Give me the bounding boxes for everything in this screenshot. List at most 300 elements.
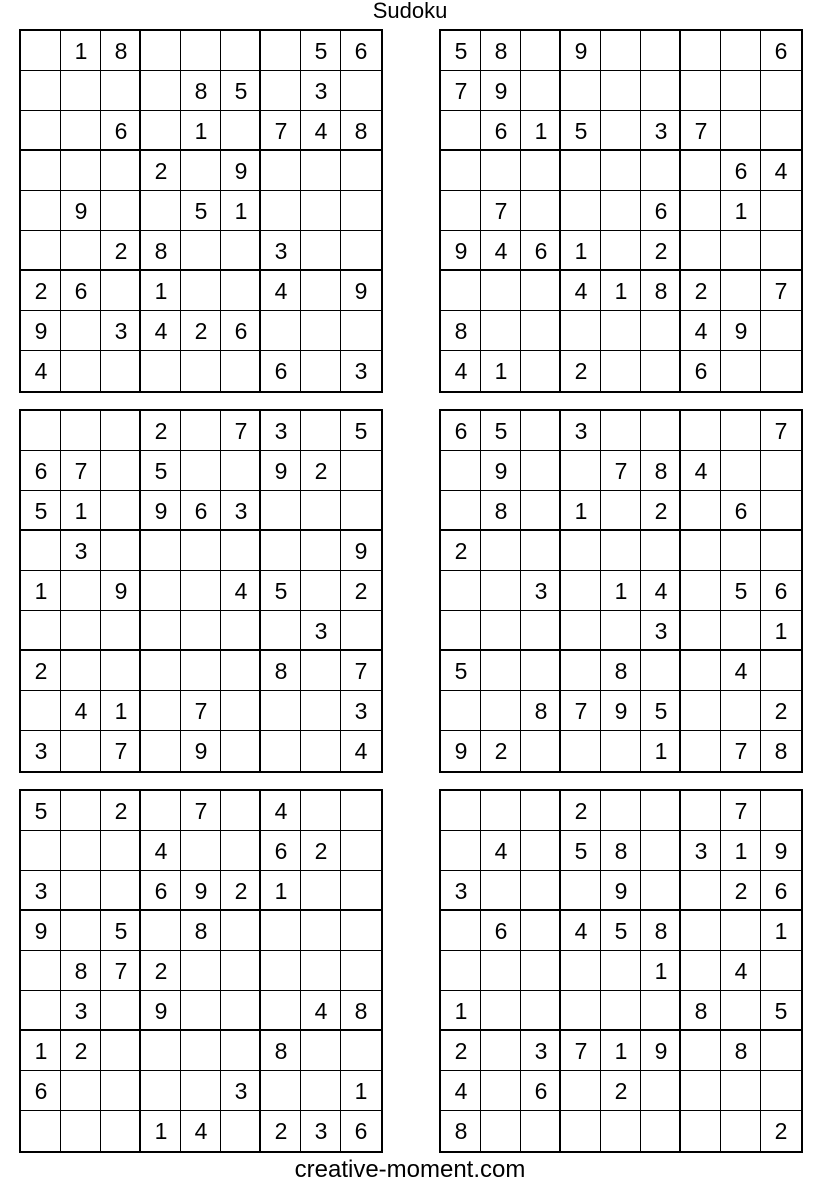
sudoku-cell: [21, 31, 61, 71]
sudoku-cell: [481, 791, 521, 831]
sudoku-cell: [601, 531, 641, 571]
sudoku-cell: 3: [101, 311, 141, 351]
sudoku-cell: [721, 611, 761, 651]
sudoku-cell: 5: [21, 491, 61, 531]
sudoku-cell: [141, 351, 181, 391]
sudoku-cell: [141, 1071, 181, 1111]
sudoku-cell: [261, 151, 301, 191]
sudoku-cell: [301, 651, 341, 691]
sudoku-cell: [21, 831, 61, 871]
sudoku-cell: [101, 991, 141, 1031]
sudoku-cell: [481, 311, 521, 351]
sudoku-cell: [301, 411, 341, 451]
sudoku-cell: [761, 351, 801, 391]
sudoku-cell: 1: [101, 691, 141, 731]
sudoku-cell: 1: [721, 191, 761, 231]
sudoku-cell: [301, 691, 341, 731]
sudoku-cell: [101, 531, 141, 571]
sudoku-cell: [21, 411, 61, 451]
sudoku-cell: [261, 951, 301, 991]
sudoku-cell: [221, 831, 261, 871]
sudoku-cell: 8: [481, 491, 521, 531]
sudoku-cell: 9: [61, 191, 101, 231]
sudoku-cell: 2: [301, 451, 341, 491]
sudoku-cell: [681, 31, 721, 71]
sudoku-cell: 5: [441, 651, 481, 691]
sudoku-cell: 4: [301, 991, 341, 1031]
sudoku-cell: [221, 231, 261, 271]
sudoku-cell: 2: [101, 791, 141, 831]
sudoku-cell: 4: [61, 691, 101, 731]
sudoku-cell: [101, 411, 141, 451]
sudoku-cell: 1: [21, 571, 61, 611]
sudoku-cell: 9: [101, 571, 141, 611]
sudoku-cell: [61, 791, 101, 831]
sudoku-cell: [221, 651, 261, 691]
sudoku-cell: 5: [601, 911, 641, 951]
sudoku-cell: 1: [521, 111, 561, 151]
sudoku-cell: [521, 991, 561, 1031]
sudoku-cell: [341, 191, 381, 231]
sudoku-cell: 6: [61, 271, 101, 311]
sudoku-cell: [481, 1031, 521, 1071]
sudoku-cell: 9: [641, 1031, 681, 1071]
sudoku-cell: [61, 611, 101, 651]
sudoku-cell: [181, 451, 221, 491]
sudoku-cell: 9: [341, 531, 381, 571]
sudoku-cell: [721, 691, 761, 731]
sudoku-cell: [301, 311, 341, 351]
sudoku-cell: [261, 911, 301, 951]
sudoku-cell: 6: [181, 491, 221, 531]
sudoku-cell: [61, 151, 101, 191]
sudoku-grid-4: [441, 411, 801, 771]
sudoku-cell: [761, 1071, 801, 1111]
sudoku-cell: 4: [181, 1111, 221, 1151]
sudoku-cell: [181, 831, 221, 871]
sudoku-cell: [61, 1071, 101, 1111]
sudoku-cell: 9: [441, 231, 481, 271]
sudoku-cell: [61, 411, 101, 451]
sudoku-cell: 1: [21, 1031, 61, 1071]
sudoku-cell: 5: [261, 571, 301, 611]
sudoku-cell: [61, 731, 101, 771]
sudoku-cell: [261, 531, 301, 571]
sudoku-cell: [481, 651, 521, 691]
sudoku-cell: 1: [61, 31, 101, 71]
sudoku-cell: 6: [141, 871, 181, 911]
sudoku-cell: 7: [721, 791, 761, 831]
sudoku-cell: [601, 1111, 641, 1151]
sudoku-cell: [261, 611, 301, 651]
sudoku-cell: 6: [721, 491, 761, 531]
sudoku-cell: [61, 1111, 101, 1151]
sudoku-cell: [521, 311, 561, 351]
sudoku-cell: 3: [641, 611, 681, 651]
sudoku-cell: 2: [481, 731, 521, 771]
sudoku-cell: [341, 951, 381, 991]
sudoku-cell: [601, 731, 641, 771]
sudoku-cell: [521, 531, 561, 571]
sudoku-cell: [681, 871, 721, 911]
sudoku-cell: 1: [341, 1071, 381, 1111]
sudoku-cell: 1: [761, 611, 801, 651]
sudoku-cell: [681, 411, 721, 451]
sudoku-cell: [521, 31, 561, 71]
sudoku-cell: [221, 531, 261, 571]
sudoku-cell: 1: [721, 831, 761, 871]
sudoku-cell: 3: [301, 71, 341, 111]
sudoku-cell: 5: [341, 411, 381, 451]
sudoku-cell: [221, 911, 261, 951]
sudoku-cell: [481, 691, 521, 731]
sudoku-cell: [181, 611, 221, 651]
sudoku-grid-3: [21, 411, 381, 771]
sudoku-cell: 3: [561, 411, 601, 451]
sudoku-cell: [221, 611, 261, 651]
sudoku-cell: [301, 871, 341, 911]
sudoku-cell: 7: [101, 731, 141, 771]
sudoku-cell: [21, 71, 61, 111]
sudoku-cell: [181, 531, 221, 571]
sudoku-cell: [681, 951, 721, 991]
sudoku-cell: [101, 871, 141, 911]
sudoku-cell: [101, 271, 141, 311]
sudoku-cell: 7: [221, 411, 261, 451]
sudoku-cell: 2: [561, 351, 601, 391]
sudoku-cell: [721, 531, 761, 571]
sudoku-cell: [181, 271, 221, 311]
sudoku-cell: [561, 571, 601, 611]
sudoku-cell: [681, 231, 721, 271]
sudoku-cell: [681, 1111, 721, 1151]
sudoku-cell: [601, 111, 641, 151]
sudoku-cell: [721, 351, 761, 391]
sudoku-cell: [61, 831, 101, 871]
sudoku-cell: [721, 1111, 761, 1151]
sudoku-cell: 6: [341, 31, 381, 71]
sudoku-cell: [101, 1031, 141, 1071]
sudoku-cell: [521, 611, 561, 651]
sudoku-cell: 7: [181, 791, 221, 831]
sudoku-cell: 4: [261, 791, 301, 831]
sudoku-cell: [341, 231, 381, 271]
sudoku-cell: [341, 1031, 381, 1071]
sudoku-cell: 9: [141, 991, 181, 1031]
sudoku-cell: 1: [561, 491, 601, 531]
sudoku-cell: [521, 791, 561, 831]
sudoku-cell: [721, 991, 761, 1031]
sudoku-cell: 9: [261, 451, 301, 491]
sudoku-cell: [481, 611, 521, 651]
sudoku-cell: [561, 151, 601, 191]
sudoku-cell: 8: [521, 691, 561, 731]
sudoku-cell: [561, 311, 601, 351]
sudoku-cell: [21, 1111, 61, 1151]
sudoku-cell: [521, 871, 561, 911]
sudoku-cell: [61, 651, 101, 691]
sudoku-cell: 7: [561, 691, 601, 731]
sudoku-cell: [441, 491, 481, 531]
sudoku-cell: [301, 911, 341, 951]
sudoku-cell: 7: [261, 111, 301, 151]
sudoku-cell: 3: [301, 611, 341, 651]
sudoku-cell: 2: [681, 271, 721, 311]
sudoku-cell: [441, 951, 481, 991]
sudoku-cell: [301, 731, 341, 771]
sudoku-cell: 4: [721, 951, 761, 991]
sudoku-cell: [301, 791, 341, 831]
sudoku-cell: [601, 991, 641, 1031]
sudoku-cell: [481, 871, 521, 911]
sudoku-cell: [441, 271, 481, 311]
sudoku-cell: [441, 611, 481, 651]
sudoku-cell: [601, 31, 641, 71]
sudoku-cell: 2: [641, 491, 681, 531]
sudoku-cell: 7: [181, 691, 221, 731]
sudoku-cell: 9: [341, 271, 381, 311]
sudoku-cell: [221, 351, 261, 391]
sudoku-cell: 1: [481, 351, 521, 391]
sudoku-cell: [61, 571, 101, 611]
sudoku-cell: 1: [261, 871, 301, 911]
sudoku-cell: [681, 151, 721, 191]
sudoku-cell: [261, 731, 301, 771]
sudoku-cell: 4: [681, 311, 721, 351]
sudoku-cell: 9: [601, 871, 641, 911]
sudoku-cell: [261, 691, 301, 731]
sudoku-cell: [141, 691, 181, 731]
sudoku-cell: 1: [141, 1111, 181, 1151]
sudoku-cell: [561, 1111, 601, 1151]
sudoku-cell: 5: [561, 111, 601, 151]
sudoku-cell: [441, 191, 481, 231]
sudoku-cell: [761, 231, 801, 271]
sudoku-cell: [561, 1071, 601, 1111]
sudoku-cell: 4: [641, 571, 681, 611]
sudoku-cell: 9: [481, 451, 521, 491]
sudoku-cell: 6: [441, 411, 481, 451]
sudoku-cell: [481, 951, 521, 991]
sudoku-cell: [521, 71, 561, 111]
sudoku-cell: [21, 531, 61, 571]
sudoku-cell: [61, 911, 101, 951]
sudoku-grid-1: [21, 31, 381, 391]
sudoku-cell: 9: [21, 311, 61, 351]
sudoku-cell: [521, 451, 561, 491]
sudoku-cell: 9: [141, 491, 181, 531]
sudoku-cell: 4: [441, 1071, 481, 1111]
sudoku-cell: [601, 791, 641, 831]
sudoku-cell: 9: [181, 731, 221, 771]
sudoku-cell: [641, 71, 681, 111]
sudoku-cell: 5: [441, 31, 481, 71]
sudoku-cell: [441, 911, 481, 951]
sudoku-cell: [301, 571, 341, 611]
sudoku-cell: [561, 611, 601, 651]
sudoku-cell: [141, 791, 181, 831]
sudoku-cell: [261, 191, 301, 231]
sudoku-cell: [481, 991, 521, 1031]
sudoku-cell: 6: [21, 451, 61, 491]
sudoku-cell: 5: [721, 571, 761, 611]
sudoku-cell: 9: [601, 691, 641, 731]
sudoku-cell: [221, 691, 261, 731]
sudoku-cell: 8: [341, 991, 381, 1031]
sudoku-cell: 4: [301, 111, 341, 151]
sudoku-cell: [101, 651, 141, 691]
sudoku-cell: [761, 791, 801, 831]
sudoku-cell: [721, 111, 761, 151]
sudoku-cell: [601, 231, 641, 271]
sudoku-cell: [441, 451, 481, 491]
sudoku-cell: 4: [561, 271, 601, 311]
sudoku-cell: 2: [641, 231, 681, 271]
sudoku-cell: [61, 71, 101, 111]
sudoku-cell: [301, 951, 341, 991]
sudoku-cell: [721, 31, 761, 71]
sudoku-cell: 3: [21, 731, 61, 771]
sudoku-cell: [561, 991, 601, 1031]
sudoku-cell: [641, 791, 681, 831]
sudoku-cell: 5: [141, 451, 181, 491]
sudoku-cell: [641, 411, 681, 451]
sudoku-cell: [221, 1031, 261, 1071]
sudoku-cell: 4: [221, 571, 261, 611]
sudoku-cell: 8: [441, 311, 481, 351]
sudoku-cell: 2: [141, 951, 181, 991]
sudoku-cell: [221, 991, 261, 1031]
sudoku-cell: 5: [481, 411, 521, 451]
sudoku-cell: 1: [221, 191, 261, 231]
sudoku-cell: [441, 111, 481, 151]
sudoku-cell: [561, 531, 601, 571]
sudoku-cell: 3: [261, 411, 301, 451]
sudoku-cell: 4: [441, 351, 481, 391]
sudoku-cell: [721, 271, 761, 311]
sudoku-cell: [561, 871, 601, 911]
sudoku-cell: [481, 271, 521, 311]
sudoku-cell: [101, 1111, 141, 1151]
sudoku-cell: 9: [21, 911, 61, 951]
sudoku-cell: 1: [561, 231, 601, 271]
sudoku-cell: 2: [601, 1071, 641, 1111]
sudoku-cell: 9: [721, 311, 761, 351]
sudoku-cell: 2: [441, 1031, 481, 1071]
sudoku-cell: 5: [181, 191, 221, 231]
sudoku-cell: [261, 31, 301, 71]
sudoku-cell: 4: [681, 451, 721, 491]
sudoku-cell: [261, 491, 301, 531]
sudoku-cell: [681, 571, 721, 611]
sudoku-cell: [181, 571, 221, 611]
sudoku-cell: [681, 691, 721, 731]
sudoku-cell: 8: [61, 951, 101, 991]
sudoku-cell: 8: [141, 231, 181, 271]
sudoku-cell: [221, 791, 261, 831]
sudoku-cell: [141, 191, 181, 231]
sudoku-cell: [481, 1071, 521, 1111]
sudoku-cell: [181, 1031, 221, 1071]
sudoku-cell: [761, 311, 801, 351]
sudoku-cell: [601, 951, 641, 991]
sudoku-cell: [681, 1031, 721, 1071]
sudoku-cell: [181, 411, 221, 451]
sudoku-cell: [481, 571, 521, 611]
sudoku-cell: 4: [761, 151, 801, 191]
sudoku-cell: [601, 151, 641, 191]
sudoku-cell: [61, 351, 101, 391]
sudoku-cell: 3: [261, 231, 301, 271]
sudoku-cell: [521, 911, 561, 951]
sudoku-cell: [681, 911, 721, 951]
sudoku-cell: 3: [221, 1071, 261, 1111]
sudoku-cell: [181, 231, 221, 271]
sudoku-cell: [561, 731, 601, 771]
sudoku-cell: [181, 651, 221, 691]
sudoku-cell: [761, 651, 801, 691]
sudoku-cell: [761, 111, 801, 151]
sudoku-grid-5: [21, 791, 381, 1151]
sudoku-cell: 2: [441, 531, 481, 571]
sudoku-cell: [301, 1071, 341, 1111]
sudoku-cell: 2: [761, 691, 801, 731]
sudoku-cell: [681, 491, 721, 531]
sudoku-cell: 8: [441, 1111, 481, 1151]
sudoku-cell: 7: [761, 411, 801, 451]
sudoku-cell: [441, 151, 481, 191]
sudoku-cell: 6: [221, 311, 261, 351]
sudoku-cell: 4: [721, 651, 761, 691]
sudoku-cell: [141, 651, 181, 691]
sudoku-cell: [641, 311, 681, 351]
sudoku-cell: 8: [721, 1031, 761, 1071]
sudoku-cell: [341, 71, 381, 111]
sudoku-cell: 1: [601, 271, 641, 311]
sudoku-cell: [641, 351, 681, 391]
sudoku-cell: [521, 191, 561, 231]
sudoku-cell: [601, 411, 641, 451]
sudoku-cell: [761, 71, 801, 111]
sudoku-cell: 4: [561, 911, 601, 951]
sudoku-cell: 8: [601, 831, 641, 871]
sudoku-cell: 7: [481, 191, 521, 231]
sudoku-cell: [641, 1071, 681, 1111]
sudoku-cell: 5: [641, 691, 681, 731]
sudoku-cell: [141, 911, 181, 951]
sudoku-cell: 1: [61, 491, 101, 531]
sudoku-cell: 2: [221, 871, 261, 911]
sudoku-cell: [141, 71, 181, 111]
sudoku-cell: [221, 951, 261, 991]
sudoku-cell: [181, 991, 221, 1031]
sudoku-cell: [641, 871, 681, 911]
sudoku-cell: 5: [301, 31, 341, 71]
sudoku-cell: [521, 951, 561, 991]
sudoku-cell: 8: [261, 651, 301, 691]
sudoku-cell: 8: [181, 71, 221, 111]
sudoku-cell: 3: [221, 491, 261, 531]
sudoku-cell: 4: [354, 737, 368, 764]
sudoku-cell: [681, 791, 721, 831]
sudoku-cell: 9: [181, 871, 221, 911]
sudoku-cell: [761, 491, 801, 531]
sudoku-cell: 7: [61, 451, 101, 491]
sudoku-cell: 2: [21, 271, 61, 311]
sudoku-cell: [521, 411, 561, 451]
sudoku-cell: 2: [261, 1111, 301, 1151]
sudoku-cell: [181, 31, 221, 71]
